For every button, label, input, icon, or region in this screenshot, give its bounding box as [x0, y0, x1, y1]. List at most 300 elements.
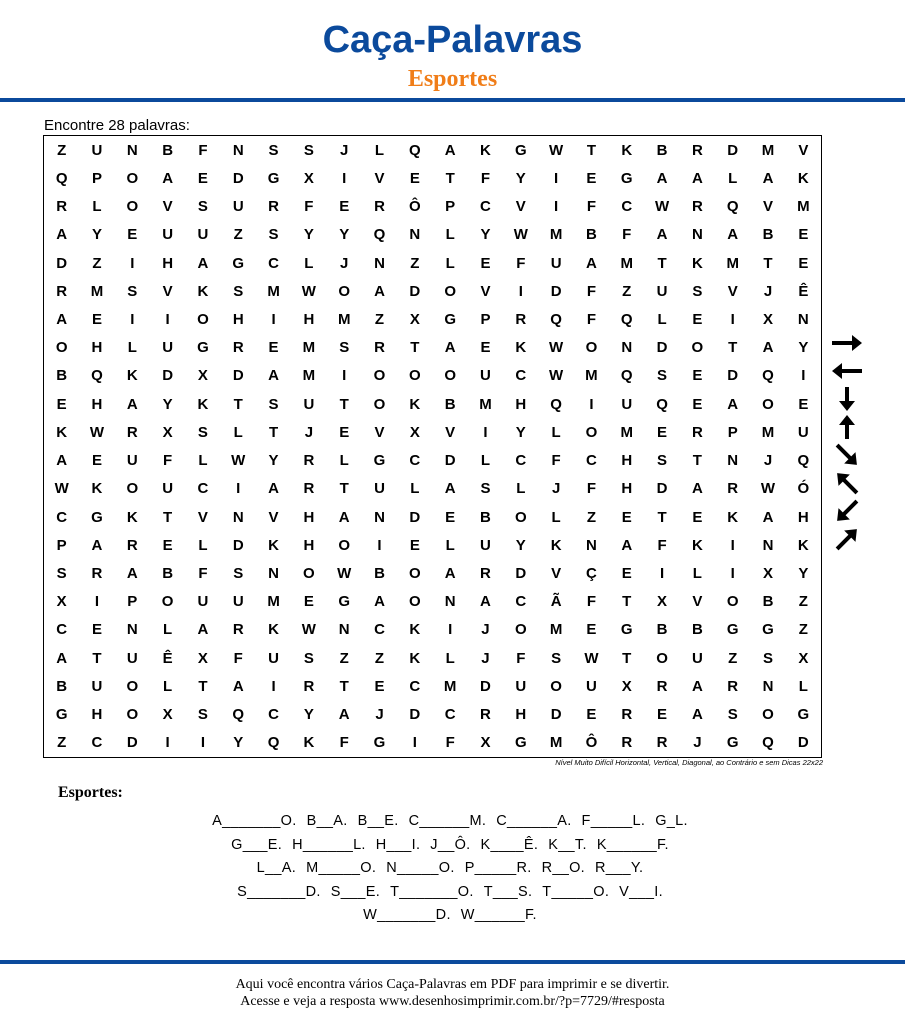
grid-cell[interactable]: U: [197, 593, 209, 611]
grid-cell[interactable]: Z: [57, 734, 67, 752]
grid-cell[interactable]: U: [232, 198, 244, 216]
grid-cell[interactable]: N: [232, 508, 244, 526]
grid-cell[interactable]: Y: [91, 226, 102, 244]
grid-cell[interactable]: V: [162, 282, 173, 300]
grid-cell[interactable]: K: [197, 395, 209, 413]
grid-cell[interactable]: X: [409, 423, 420, 441]
grid-cell[interactable]: A: [691, 706, 703, 724]
grid-cell[interactable]: A: [197, 621, 209, 639]
grid-cell[interactable]: M: [549, 734, 563, 752]
grid-cell[interactable]: E: [56, 395, 67, 413]
grid-cell[interactable]: I: [94, 593, 100, 611]
grid-cell[interactable]: V: [445, 423, 456, 441]
grid-cell[interactable]: K: [691, 254, 703, 272]
grid-cell[interactable]: V: [727, 282, 738, 300]
grid-cell[interactable]: F: [339, 734, 349, 752]
grid-cell[interactable]: A: [232, 677, 244, 695]
grid-cell[interactable]: E: [692, 395, 703, 413]
grid-cell[interactable]: E: [91, 310, 102, 328]
grid-cell[interactable]: M: [337, 310, 351, 328]
grid-cell[interactable]: E: [798, 395, 809, 413]
grid-cell[interactable]: L: [374, 141, 385, 159]
grid-cell[interactable]: F: [586, 198, 596, 216]
grid-cell[interactable]: F: [551, 452, 561, 470]
grid-cell[interactable]: A: [444, 141, 456, 159]
grid-cell[interactable]: S: [551, 649, 562, 667]
grid-cell[interactable]: O: [408, 593, 421, 611]
grid-cell[interactable]: A: [444, 565, 456, 583]
grid-cell[interactable]: B: [56, 367, 68, 385]
grid-cell[interactable]: L: [516, 480, 526, 498]
grid-cell[interactable]: A: [338, 706, 350, 724]
grid-cell[interactable]: Z: [622, 282, 632, 300]
grid-cell[interactable]: I: [271, 677, 276, 695]
grid-cell[interactable]: Ô: [585, 734, 598, 752]
grid-cell[interactable]: R: [303, 677, 315, 695]
grid-cell[interactable]: Z: [798, 621, 808, 639]
grid-cell[interactable]: S: [657, 367, 668, 385]
grid-cell[interactable]: O: [197, 310, 209, 328]
grid-cell[interactable]: T: [339, 677, 349, 695]
grid-cell[interactable]: I: [271, 310, 276, 328]
grid-cell[interactable]: S: [763, 649, 774, 667]
grid-cell[interactable]: L: [163, 677, 173, 695]
grid-cell[interactable]: B: [656, 141, 668, 159]
grid-cell[interactable]: K: [797, 169, 809, 187]
grid-cell[interactable]: Z: [410, 254, 420, 272]
grid-cell[interactable]: O: [656, 649, 668, 667]
grid-cell[interactable]: E: [657, 423, 668, 441]
grid-cell[interactable]: G: [373, 452, 386, 470]
grid-cell[interactable]: A: [762, 169, 774, 187]
grid-cell[interactable]: F: [516, 649, 526, 667]
grid-cell[interactable]: N: [621, 339, 633, 357]
grid-cell[interactable]: I: [483, 423, 488, 441]
grid-cell[interactable]: K: [550, 536, 562, 554]
grid-cell[interactable]: Y: [515, 423, 526, 441]
footer-link-text[interactable]: Acesse e veja a resposta www.desenhosimprimir.com.br/?p=7729/#resposta: [240, 994, 665, 1009]
grid-cell[interactable]: E: [480, 254, 491, 272]
grid-cell[interactable]: Y: [303, 226, 314, 244]
grid-cell[interactable]: G: [726, 621, 739, 639]
grid-cell[interactable]: H: [621, 480, 633, 498]
grid-cell[interactable]: N: [409, 226, 421, 244]
grid-cell[interactable]: U: [91, 677, 103, 695]
grid-cell[interactable]: E: [268, 339, 279, 357]
grid-cell[interactable]: T: [410, 339, 420, 357]
grid-cell[interactable]: A: [762, 508, 774, 526]
grid-cell[interactable]: X: [621, 677, 632, 695]
grid-cell[interactable]: W: [549, 141, 564, 159]
grid-cell[interactable]: L: [692, 565, 702, 583]
grid-cell[interactable]: D: [409, 508, 421, 526]
grid-cell[interactable]: X: [763, 565, 774, 583]
grid-cell[interactable]: E: [480, 339, 491, 357]
grid-cell[interactable]: Z: [586, 508, 596, 526]
grid-cell[interactable]: K: [91, 480, 103, 498]
grid-cell[interactable]: C: [480, 198, 491, 216]
grid-cell[interactable]: M: [797, 198, 810, 216]
grid-cell[interactable]: A: [268, 480, 279, 498]
grid-cell[interactable]: U: [232, 593, 244, 611]
grid-cell[interactable]: C: [409, 677, 421, 695]
grid-cell[interactable]: T: [233, 395, 243, 413]
grid-cell[interactable]: Q: [373, 226, 386, 244]
grid-cell[interactable]: N: [126, 621, 138, 639]
grid-cell[interactable]: X: [197, 649, 208, 667]
grid-cell[interactable]: B: [656, 621, 668, 639]
grid-cell[interactable]: T: [445, 169, 455, 187]
grid-cell[interactable]: E: [586, 706, 597, 724]
grid-cell[interactable]: F: [163, 452, 173, 470]
grid-cell[interactable]: E: [409, 536, 420, 554]
grid-cell[interactable]: W: [549, 367, 564, 385]
grid-cell[interactable]: L: [445, 649, 455, 667]
grid-cell[interactable]: M: [620, 423, 633, 441]
grid-cell[interactable]: D: [162, 367, 174, 385]
grid-cell[interactable]: M: [726, 254, 739, 272]
grid-cell[interactable]: E: [339, 198, 350, 216]
grid-cell[interactable]: G: [620, 621, 633, 639]
grid-cell[interactable]: D: [550, 282, 562, 300]
grid-cell[interactable]: U: [162, 480, 174, 498]
grid-cell[interactable]: Q: [267, 734, 280, 752]
grid-cell[interactable]: S: [657, 452, 668, 470]
grid-cell[interactable]: K: [268, 621, 279, 639]
grid-cell[interactable]: F: [586, 593, 596, 611]
grid-cell[interactable]: I: [554, 169, 559, 187]
grid-cell[interactable]: B: [56, 677, 68, 695]
grid-cell[interactable]: R: [727, 480, 739, 498]
grid-cell[interactable]: V: [692, 593, 703, 611]
grid-cell[interactable]: U: [480, 367, 491, 385]
grid-cell[interactable]: Z: [374, 649, 385, 667]
grid-cell[interactable]: X: [303, 169, 314, 187]
grid-cell[interactable]: K: [515, 339, 527, 357]
grid-cell[interactable]: I: [342, 367, 347, 385]
grid-cell[interactable]: U: [691, 649, 703, 667]
grid-cell[interactable]: L: [445, 536, 455, 554]
grid-cell[interactable]: S: [197, 706, 208, 724]
grid-cell[interactable]: S: [339, 339, 350, 357]
grid-cell[interactable]: G: [726, 734, 739, 752]
grid-cell[interactable]: O: [126, 198, 139, 216]
grid-cell[interactable]: I: [412, 734, 417, 752]
grid-cell[interactable]: I: [377, 536, 382, 554]
grid-cell[interactable]: S: [197, 198, 208, 216]
grid-cell[interactable]: Z: [339, 649, 349, 667]
grid-cell[interactable]: O: [514, 621, 527, 639]
grid-cell[interactable]: A: [656, 169, 668, 187]
grid-cell[interactable]: A: [444, 480, 456, 498]
grid-cell[interactable]: Y: [162, 395, 173, 413]
grid-cell[interactable]: K: [268, 536, 279, 554]
grid-cell[interactable]: U: [126, 452, 138, 470]
grid-cell[interactable]: L: [92, 198, 102, 216]
grid-cell[interactable]: C: [409, 452, 421, 470]
grid-cell[interactable]: J: [340, 141, 349, 159]
grid-cell[interactable]: P: [727, 423, 738, 441]
grid-cell[interactable]: Q: [55, 169, 68, 187]
grid-cell[interactable]: O: [550, 677, 562, 695]
grid-cell[interactable]: X: [409, 310, 420, 328]
grid-cell[interactable]: L: [445, 254, 455, 272]
grid-cell[interactable]: P: [56, 536, 67, 554]
grid-cell[interactable]: S: [197, 423, 208, 441]
grid-cell[interactable]: I: [730, 536, 735, 554]
grid-cell[interactable]: R: [374, 339, 385, 357]
grid-cell[interactable]: J: [375, 706, 384, 724]
grid-cell[interactable]: N: [338, 621, 350, 639]
grid-cell[interactable]: O: [514, 508, 527, 526]
grid-cell[interactable]: R: [91, 565, 103, 583]
grid-cell[interactable]: Ê: [798, 282, 809, 300]
grid-cell[interactable]: C: [268, 254, 279, 272]
grid-cell[interactable]: V: [480, 282, 491, 300]
grid-cell[interactable]: S: [480, 480, 491, 498]
grid-cell[interactable]: P: [480, 310, 491, 328]
grid-cell[interactable]: O: [691, 339, 704, 357]
grid-cell[interactable]: H: [303, 536, 315, 554]
grid-cell[interactable]: X: [162, 423, 173, 441]
grid-cell[interactable]: L: [198, 452, 208, 470]
grid-cell[interactable]: R: [515, 310, 527, 328]
grid-cell[interactable]: H: [797, 508, 809, 526]
grid-cell[interactable]: N: [762, 536, 774, 554]
grid-cell[interactable]: H: [91, 339, 103, 357]
grid-cell[interactable]: Q: [797, 452, 810, 470]
grid-cell[interactable]: Y: [303, 706, 314, 724]
grid-cell[interactable]: F: [586, 282, 596, 300]
grid-cell[interactable]: R: [691, 198, 703, 216]
grid-cell[interactable]: T: [692, 452, 702, 470]
grid-cell[interactable]: O: [126, 706, 139, 724]
grid-cell[interactable]: S: [268, 395, 279, 413]
grid-cell[interactable]: J: [481, 621, 490, 639]
grid-cell[interactable]: S: [268, 141, 279, 159]
grid-cell[interactable]: K: [621, 141, 633, 159]
grid-cell[interactable]: L: [339, 452, 349, 470]
grid-cell[interactable]: D: [515, 565, 527, 583]
grid-cell[interactable]: G: [620, 169, 633, 187]
grid-cell[interactable]: U: [162, 339, 174, 357]
grid-cell[interactable]: A: [126, 565, 138, 583]
grid-cell[interactable]: O: [338, 282, 351, 300]
grid-cell[interactable]: G: [267, 169, 280, 187]
grid-cell[interactable]: B: [762, 593, 774, 611]
grid-cell[interactable]: J: [763, 282, 773, 300]
grid-cell[interactable]: D: [232, 536, 244, 554]
grid-cell[interactable]: P: [91, 169, 102, 187]
grid-cell[interactable]: E: [339, 423, 350, 441]
grid-cell[interactable]: T: [657, 508, 667, 526]
grid-cell[interactable]: E: [409, 169, 420, 187]
grid-cell[interactable]: B: [444, 395, 456, 413]
grid-cell[interactable]: J: [763, 452, 773, 470]
grid-cell[interactable]: U: [91, 141, 103, 159]
grid-cell[interactable]: F: [233, 649, 243, 667]
grid-cell[interactable]: A: [762, 339, 774, 357]
grid-cell[interactable]: R: [232, 339, 244, 357]
grid-cell[interactable]: R: [480, 706, 491, 724]
grid-cell[interactable]: A: [374, 282, 385, 300]
grid-cell[interactable]: O: [373, 395, 386, 413]
grid-cell[interactable]: U: [797, 423, 809, 441]
grid-cell[interactable]: I: [165, 734, 170, 752]
grid-cell[interactable]: Q: [620, 367, 633, 385]
grid-cell[interactable]: V: [374, 423, 385, 441]
grid-cell[interactable]: F: [622, 226, 632, 244]
grid-cell[interactable]: D: [232, 367, 244, 385]
grid-cell[interactable]: C: [621, 198, 633, 216]
grid-cell[interactable]: D: [444, 452, 456, 470]
grid-cell[interactable]: R: [621, 734, 633, 752]
grid-cell[interactable]: W: [54, 480, 69, 498]
grid-cell[interactable]: O: [338, 536, 351, 554]
grid-cell[interactable]: Ã: [550, 593, 562, 611]
grid-cell[interactable]: O: [444, 367, 456, 385]
grid-cell[interactable]: W: [760, 480, 776, 498]
grid-cell[interactable]: O: [126, 480, 139, 498]
grid-cell[interactable]: V: [515, 198, 526, 216]
grid-cell[interactable]: W: [89, 423, 105, 441]
grid-cell[interactable]: K: [691, 536, 703, 554]
grid-cell[interactable]: O: [126, 677, 139, 695]
grid-cell[interactable]: M: [549, 226, 563, 244]
grid-cell[interactable]: S: [268, 226, 279, 244]
grid-cell[interactable]: L: [551, 423, 561, 441]
grid-cell[interactable]: G: [91, 508, 103, 526]
grid-cell[interactable]: Q: [232, 706, 245, 724]
grid-cell[interactable]: L: [304, 254, 314, 272]
grid-cell[interactable]: D: [656, 480, 668, 498]
grid-cell[interactable]: W: [337, 565, 352, 583]
grid-cell[interactable]: T: [622, 649, 632, 667]
grid-cell[interactable]: R: [727, 677, 739, 695]
grid-cell[interactable]: K: [56, 423, 68, 441]
grid-cell[interactable]: V: [551, 565, 562, 583]
grid-cell[interactable]: B: [374, 565, 385, 583]
grid-cell[interactable]: F: [198, 141, 208, 159]
grid-cell[interactable]: L: [163, 621, 173, 639]
grid-cell[interactable]: E: [692, 508, 703, 526]
grid-cell[interactable]: A: [338, 508, 350, 526]
grid-cell[interactable]: N: [586, 536, 597, 554]
grid-cell[interactable]: T: [339, 395, 349, 413]
grid-cell[interactable]: I: [200, 734, 205, 752]
grid-cell[interactable]: M: [479, 395, 492, 413]
grid-cell[interactable]: A: [91, 536, 103, 554]
grid-cell[interactable]: X: [162, 706, 173, 724]
grid-cell[interactable]: H: [162, 254, 174, 272]
grid-cell[interactable]: D: [232, 169, 244, 187]
grid-cell[interactable]: K: [126, 508, 138, 526]
grid-cell[interactable]: L: [127, 339, 137, 357]
grid-cell[interactable]: B: [586, 226, 597, 244]
grid-cell[interactable]: E: [91, 621, 102, 639]
grid-cell[interactable]: E: [798, 254, 809, 272]
grid-cell[interactable]: F: [480, 169, 491, 187]
grid-cell[interactable]: U: [197, 226, 209, 244]
grid-cell[interactable]: R: [691, 141, 703, 159]
grid-cell[interactable]: S: [233, 282, 244, 300]
grid-cell[interactable]: C: [586, 452, 597, 470]
grid-cell[interactable]: K: [409, 621, 421, 639]
grid-cell[interactable]: O: [126, 169, 139, 187]
grid-cell[interactable]: L: [551, 508, 561, 526]
grid-cell[interactable]: L: [480, 452, 491, 470]
grid-cell[interactable]: W: [584, 649, 599, 667]
grid-cell[interactable]: M: [549, 621, 563, 639]
grid-cell[interactable]: G: [762, 621, 774, 639]
grid-cell[interactable]: U: [656, 282, 668, 300]
grid-cell[interactable]: Z: [92, 254, 102, 272]
grid-cell[interactable]: D: [480, 677, 491, 695]
grid-cell[interactable]: A: [268, 367, 279, 385]
grid-cell[interactable]: P: [445, 198, 456, 216]
grid-cell[interactable]: J: [693, 734, 702, 752]
grid-cell[interactable]: Y: [798, 339, 809, 357]
grid-cell[interactable]: D: [550, 706, 562, 724]
grid-cell[interactable]: O: [303, 565, 315, 583]
grid-cell[interactable]: R: [232, 621, 244, 639]
grid-cell[interactable]: Q: [620, 310, 633, 328]
grid-cell[interactable]: I: [554, 198, 559, 216]
grid-cell[interactable]: F: [586, 310, 596, 328]
grid-cell[interactable]: E: [621, 565, 632, 583]
grid-cell[interactable]: G: [514, 141, 527, 159]
grid-cell[interactable]: H: [621, 452, 633, 470]
grid-cell[interactable]: C: [56, 621, 68, 639]
grid-cell[interactable]: J: [340, 254, 349, 272]
grid-cell[interactable]: B: [480, 508, 491, 526]
grid-cell[interactable]: Z: [57, 141, 67, 159]
grid-cell[interactable]: D: [727, 141, 739, 159]
grid-cell[interactable]: O: [585, 423, 598, 441]
grid-cell[interactable]: F: [586, 480, 596, 498]
grid-cell[interactable]: H: [303, 508, 315, 526]
grid-cell[interactable]: A: [197, 254, 209, 272]
grid-cell[interactable]: E: [657, 706, 668, 724]
grid-cell[interactable]: A: [691, 169, 703, 187]
grid-cell[interactable]: Q: [550, 310, 562, 328]
grid-cell[interactable]: E: [303, 593, 314, 611]
grid-cell[interactable]: D: [409, 706, 421, 724]
grid-cell[interactable]: W: [301, 621, 316, 639]
grid-cell[interactable]: U: [126, 649, 138, 667]
grid-cell[interactable]: Y: [515, 536, 526, 554]
grid-cell[interactable]: G: [797, 706, 810, 724]
grid-cell[interactable]: I: [342, 169, 347, 187]
grid-cell[interactable]: Ô: [408, 198, 421, 216]
grid-cell[interactable]: K: [197, 282, 209, 300]
grid-cell[interactable]: V: [268, 508, 279, 526]
grid-cell[interactable]: A: [126, 395, 138, 413]
grid-cell[interactable]: D: [727, 367, 739, 385]
grid-cell[interactable]: R: [303, 452, 315, 470]
grid-cell[interactable]: E: [692, 367, 703, 385]
grid-cell[interactable]: M: [620, 254, 633, 272]
grid-cell[interactable]: N: [444, 593, 456, 611]
grid-cell[interactable]: I: [236, 480, 241, 498]
grid-cell[interactable]: A: [444, 339, 456, 357]
grid-cell[interactable]: L: [728, 169, 738, 187]
grid-cell[interactable]: J: [481, 649, 490, 667]
grid-cell[interactable]: M: [761, 141, 775, 159]
grid-cell[interactable]: H: [232, 310, 244, 328]
grid-cell[interactable]: O: [408, 367, 421, 385]
grid-cell[interactable]: A: [727, 226, 739, 244]
